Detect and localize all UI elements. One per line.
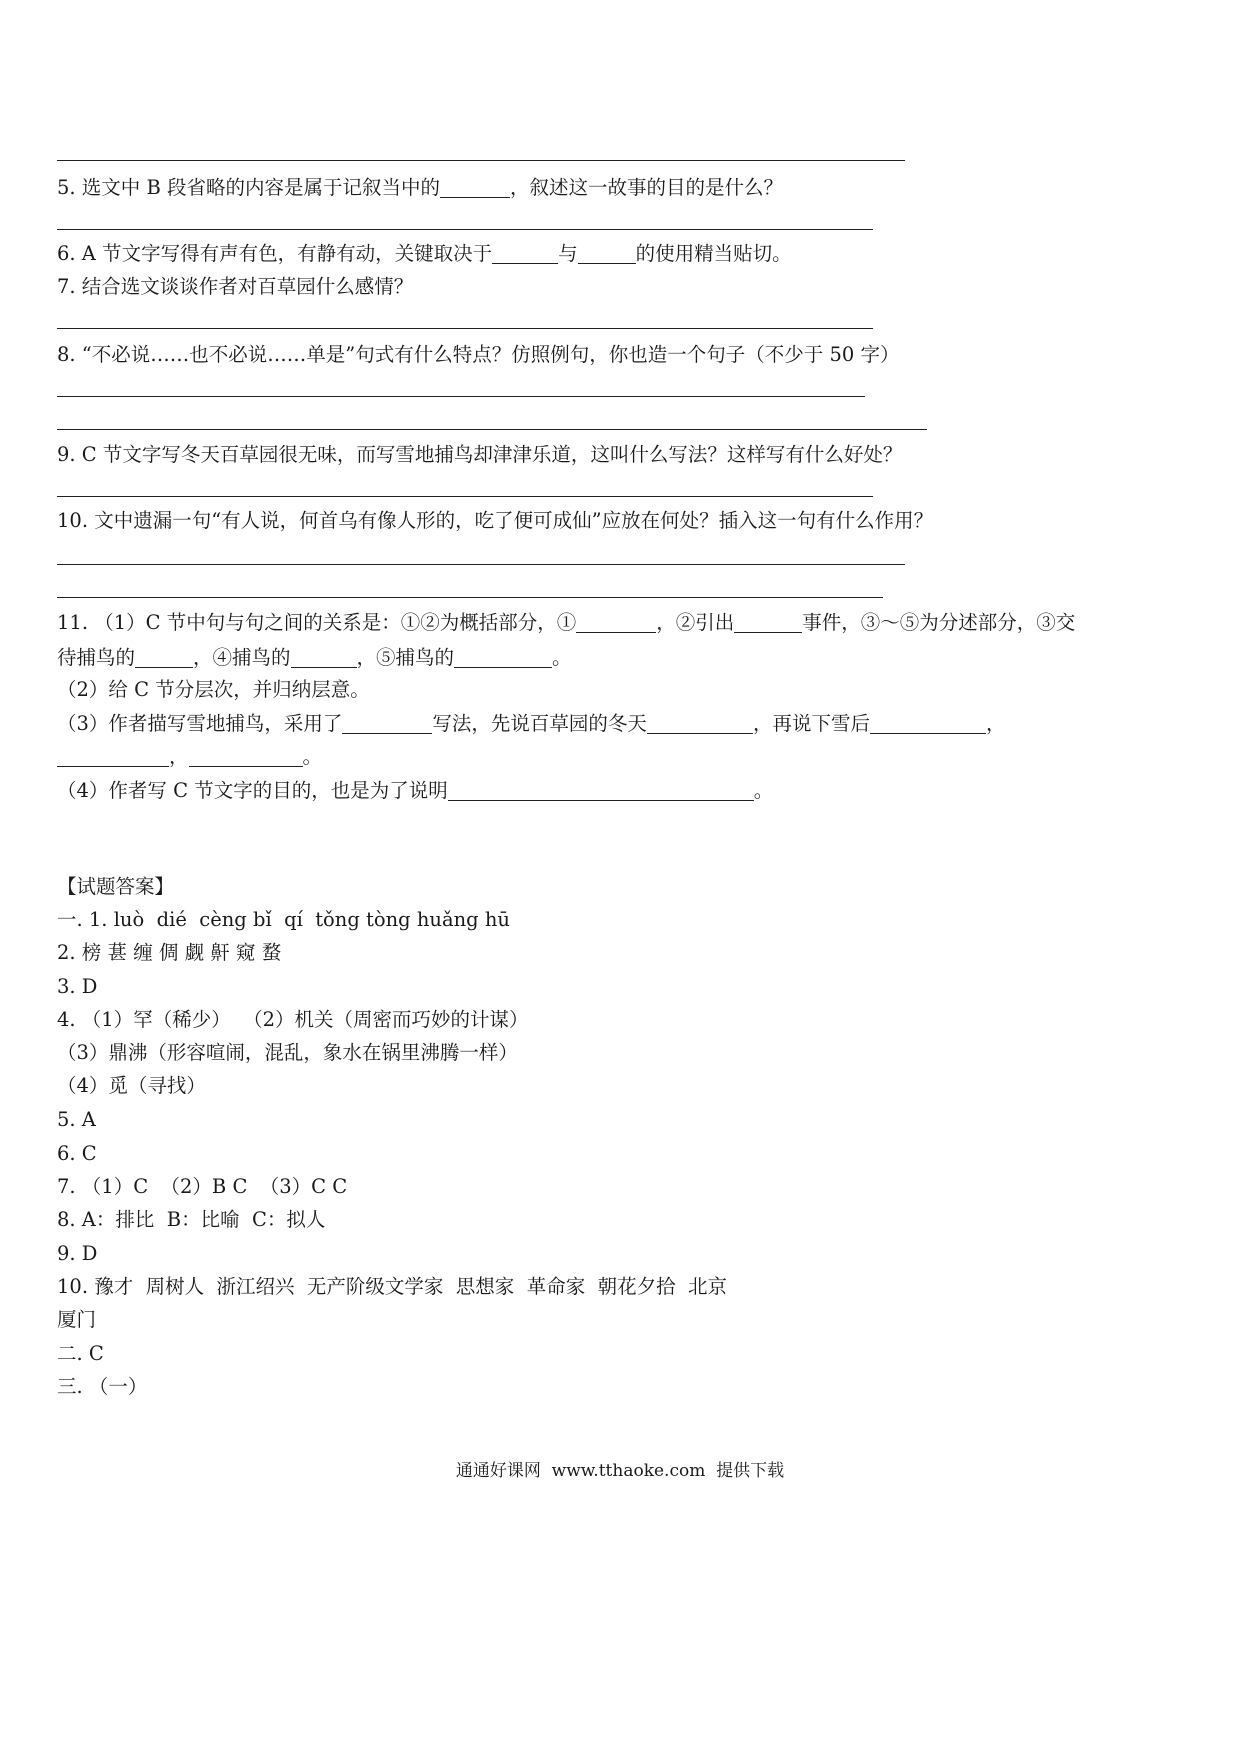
question-6 <box>57 241 792 267</box>
question-text: 与 <box>558 242 578 265</box>
answer-line: 8. A：排比 B：比喻 C：拟人 <box>57 1208 326 1231</box>
page-footer: 通通好课网 www.tthaoke.com 提供下载 <box>455 1461 785 1481</box>
question-text: ，⑤捕鸟的 <box>356 646 455 669</box>
question-text: ， <box>169 745 189 768</box>
fill-blank[interactable] <box>291 647 357 668</box>
fill-blank[interactable] <box>578 243 636 264</box>
question-text: ，④捕鸟的 <box>193 646 291 669</box>
answer-line <box>57 564 905 565</box>
answer-line: 9. D <box>57 1242 98 1265</box>
question-11-line-2 <box>57 645 572 671</box>
question-text: 待捕鸟的 <box>57 646 136 669</box>
fill-blank[interactable] <box>454 647 552 668</box>
fill-blank[interactable] <box>135 647 193 668</box>
fill-blank[interactable] <box>734 612 802 633</box>
question-11-part-2: （2）给 C 节分层次，并归纳层意。 <box>57 678 370 701</box>
question-text: 11. （1）C 节中句与句之间的关系是：①②为概括部分，① <box>57 611 577 634</box>
question-10: 10. 文中遗漏一句“有人说，何首乌有像人形的，吃了便可成仙”应放在何处？插入这一句有什么作用？ <box>57 509 934 532</box>
answer-line: 10. 豫才 周树人 浙江绍兴 无产阶级文学家 思想家 革命家 朝花夕拾 北京 <box>57 1275 727 1298</box>
question-text: 6. A 节文字写得有声有色，有静有动，关键取决于 <box>57 242 493 265</box>
question-text: （4）作者写 C 节文字的目的，也是为了说明 <box>57 779 448 802</box>
answer-line <box>57 597 883 598</box>
answer-line: （3）鼎沸（形容喧闹，混乱，象水在锅里沸腾一样） <box>57 1041 518 1064</box>
question-5 <box>57 175 783 201</box>
answers-heading: 【试题答案】 <box>57 875 175 898</box>
fill-blank[interactable] <box>342 713 432 734</box>
question-7: 7. 结合选文谈谈作者对百草园什么感情？ <box>57 275 414 298</box>
answer-line <box>57 496 873 497</box>
question-text: ，②引出 <box>656 611 735 634</box>
fill-blank[interactable] <box>189 746 303 767</box>
answer-line: （4）觅（寻找） <box>57 1074 206 1097</box>
answer-line: 5. A <box>57 1108 96 1131</box>
answer-line: 一. 1. luò dié cèng bǐ qí tǒng tòng huǎng hū <box>57 908 510 931</box>
fill-blank[interactable] <box>870 713 986 734</box>
question-text: 5. 选文中 B 段省略的内容是属于记叙当中的 <box>57 176 441 199</box>
answer-line <box>57 229 873 230</box>
answer-line: 7. （1）C （2）B C （3）C C <box>57 1175 348 1198</box>
question-text: 。 <box>552 646 572 669</box>
question-text: 写法，先说百草园的冬天 <box>432 712 647 735</box>
fill-blank[interactable] <box>448 780 754 801</box>
fill-blank[interactable] <box>576 612 656 633</box>
question-11-line-1 <box>57 610 1075 636</box>
answer-line: 3. D <box>57 975 98 998</box>
question-text: ，叙述这一故事的目的是什么？ <box>510 176 784 199</box>
answer-line <box>57 160 905 161</box>
question-text: ， <box>985 712 1006 735</box>
question-text: 事件，③～⑤为分述部分，③交 <box>802 611 1076 634</box>
answer-line: 三. （一） <box>57 1375 148 1398</box>
question-text: ，再说下雪后 <box>752 712 870 735</box>
question-11-part-3 <box>57 711 1005 737</box>
question-text: 。 <box>753 779 774 802</box>
question-8: 8. “不必说……也不必说……单是”句式有什么特点？仿照例句，你也造一个句子（不少于 50 字） <box>57 343 900 366</box>
question-11-part-4 <box>57 778 773 804</box>
question-text: 。 <box>302 745 323 768</box>
fill-blank[interactable] <box>647 713 753 734</box>
fill-blank[interactable] <box>57 746 169 767</box>
fill-blank[interactable] <box>440 177 510 198</box>
answer-line: 厦门 <box>57 1308 97 1331</box>
answer-line: 2. 榜 葚 缠 倜 觑 鼾 窥 蝥 <box>57 941 282 964</box>
answer-line <box>57 429 927 430</box>
question-9: 9. C 节文字写冬天百草园很无味，而写雪地捕鸟却津津乐道，这叫什么写法？这样写有什么好处？ <box>57 443 903 466</box>
answer-line <box>57 328 873 329</box>
question-text: 的使用精当贴切。 <box>635 242 792 265</box>
fill-blank[interactable] <box>492 243 558 264</box>
answer-line: 4. （1）罕（稀少） （2）机关（周密而巧妙的计谋） <box>57 1008 529 1031</box>
answer-line: 6. C <box>57 1142 97 1165</box>
answer-line: 二. C <box>57 1342 104 1365</box>
answer-line <box>57 396 865 397</box>
question-11-part-3-cont <box>57 744 322 770</box>
question-text: （3）作者描写雪地捕鸟，采用了 <box>57 712 343 735</box>
